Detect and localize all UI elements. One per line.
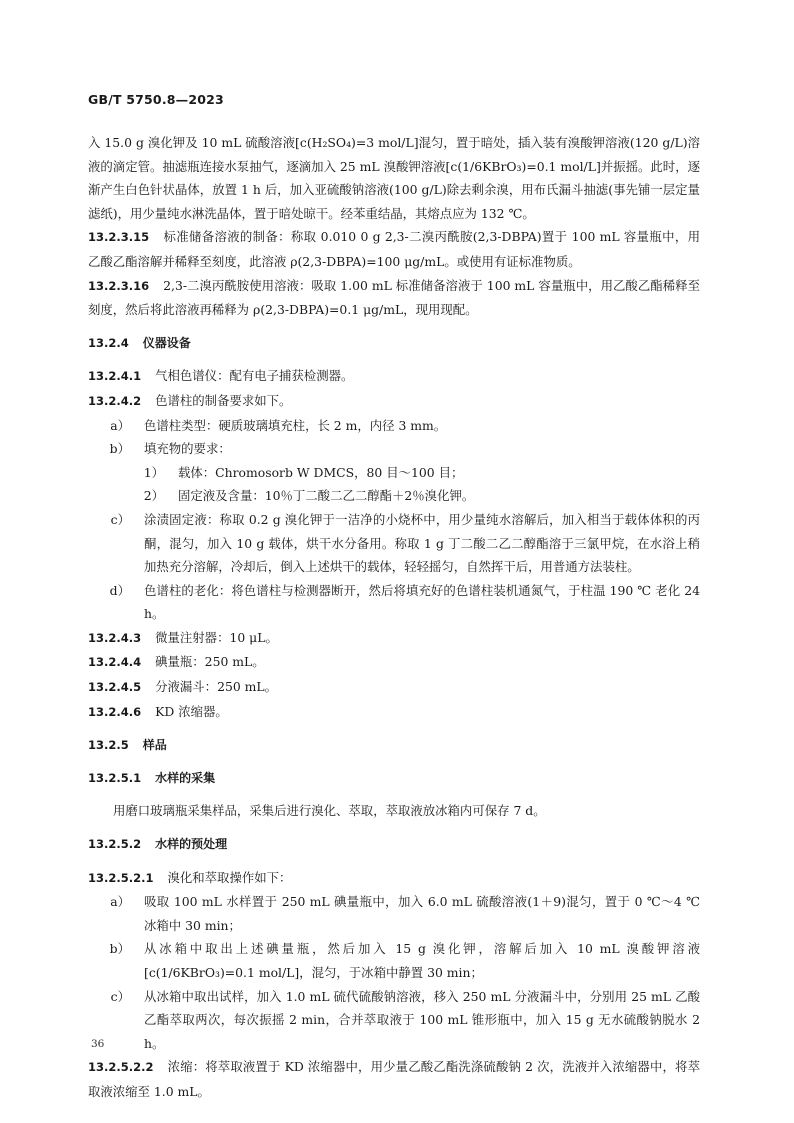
page-number: 36 <box>91 1038 105 1050</box>
list-label: a） <box>110 894 130 910</box>
section-title: 水样的采集 <box>155 770 216 785</box>
sampling-paragraph: 用磨口玻璃瓶采集样品，采集后进行溴化、萃取，萃取液放冰箱内可保存 7 d。 <box>113 803 546 819</box>
list-label: c） <box>110 511 130 527</box>
list-label: b） <box>109 941 130 957</box>
document-body <box>88 131 700 1104</box>
list-text: 吸取 100 mL 水样置于 250 mL 碘量瓶中，加入 6.0 mL 硫酸溶液(1＋9)混匀，置于 0 ℃～4 ℃ 冰箱中 30 min； <box>144 894 700 933</box>
list-item <box>88 414 700 438</box>
clause-text: 标准储备溶液的制备：称取 0.010 0 g 2,3-二溴丙酰胺(2,3-DBPA)置于 100 mL 容量瓶中，用乙酸乙酯溶解并稀释至刻度，此溶液 ρ(2,3-DBPA)=100 μg/mL。或使用有证标准物质。 <box>88 229 700 269</box>
clause-number: 13.2.4.2 <box>88 393 142 408</box>
subsection-heading-pretreatment <box>88 833 700 857</box>
list-text: 色谱柱的老化：将色谱柱与检测器断开，然后将填充好的色谱柱装机通氮气，于柱温 190 ℃ 老化 24 h。 <box>144 582 700 622</box>
list-label: c） <box>110 988 130 1004</box>
section-title: 样品 <box>142 738 167 753</box>
list-label: 1） <box>143 464 164 480</box>
clause-text: 微量注射器：10 μL。 <box>155 629 278 645</box>
sub-list-item <box>88 484 700 508</box>
clause-text: 2,3-二溴丙酰胺使用溶液：吸取 1.00 mL 标准储备溶液于 100 mL 容量瓶中，用乙酸乙酯稀释至刻度，然后将此溶液再稀释为 ρ(2,3-DBPA)=0.1 μg/mL，现用现配。 <box>88 277 700 318</box>
clause-13-2-4-4 <box>88 650 700 675</box>
section-title: 仪器设备 <box>142 335 191 350</box>
section-heading-samples <box>88 734 700 758</box>
clause-number: 13.2.4.4 <box>88 655 142 670</box>
clause-number: 13.2.4.6 <box>88 704 142 719</box>
section-number: 13.2.5 <box>88 738 129 753</box>
list-text: 色谱柱类型：硬质玻璃填充柱，长 2 m，内径 3 mm。 <box>144 417 447 433</box>
subsection-heading-sampling <box>88 767 700 791</box>
list-text: 载体：Chromosorb W DMCS，80 目～100 目； <box>178 464 464 480</box>
clause-text: 气相色谱仪：配有电子捕获检测器。 <box>155 368 354 384</box>
list-label: b） <box>109 441 130 457</box>
list-label: a） <box>110 417 130 433</box>
clause-13-2-4-3 <box>88 626 700 651</box>
section-number: 13.2.5.2 <box>88 837 142 852</box>
clause-13-2-5-2-2 <box>88 1055 700 1103</box>
clause-number: 13.2.4.5 <box>88 680 142 695</box>
list-label: 2） <box>143 488 164 504</box>
clause-13-2-3-16 <box>88 274 700 322</box>
clause-number: 13.2.5.2.1 <box>88 870 154 885</box>
clause-text: 溴化和萃取操作如下： <box>167 869 292 885</box>
section-heading-instruments <box>88 332 700 356</box>
section-title: 水样的预处理 <box>155 837 228 852</box>
sub-list-item <box>88 461 700 485</box>
list-label: d） <box>109 582 130 598</box>
clause-number: 13.2.3.16 <box>88 278 150 293</box>
clause-13-2-5-2-1 <box>88 866 700 891</box>
clause-13-2-4-5 <box>88 675 700 700</box>
list-item <box>88 937 700 984</box>
clause-text: 分液漏斗：250 mL。 <box>155 679 278 695</box>
clause-text: 浓缩：将萃取液置于 KD 浓缩器中，用少量乙酸乙酯洗涤硫酸钠 2 次，洗液并入浓缩器中，将萃取液浓缩至 1.0 mL。 <box>88 1059 700 1099</box>
list-item <box>88 579 700 626</box>
list-item <box>88 985 700 1056</box>
clause-number: 13.2.4.1 <box>88 369 142 384</box>
section-number: 13.2.5.1 <box>88 770 142 785</box>
list-item <box>88 890 700 937</box>
clause-number: 13.2.3.15 <box>88 230 150 245</box>
clause-13-2-4-2 <box>88 389 700 414</box>
clause-text: 色谱柱的制备要求如下。 <box>155 392 292 408</box>
list-text: 从冰箱中取出试样，加入 1.0 mL 硫代硫酸钠溶液，移入 250 mL 分液漏斗中，分别用 25 mL 乙酸乙酯萃取两次，每次振摇 2 min，合并萃取液于 100 mL 锥形瓶中，加入 15 g 无水硫酸钠脱水 2 h。 <box>144 988 700 1051</box>
clause-13-2-3-15 <box>88 225 700 273</box>
clause-text: 碘量瓶：250 mL。 <box>155 654 265 670</box>
list-text: 填充物的要求： <box>144 441 231 457</box>
list-text: 涂渍固定液：称取 0.2 g 溴化钾于一洁净的小烧杯中，用少量纯水溶解后，加入相当于载体体积的丙酮，混匀，加入 10 g 载体，烘干水分备用。称取 1 g 丁二酸二乙二醇酯溶于三氯甲烷，在水浴上稍加热充分溶解，冷却后，倒入上述烘干的载体，轻轻摇匀，自然挥干后，用普通方法装柱。 <box>144 511 700 575</box>
clause-13-2-4-1 <box>88 364 700 389</box>
list-text: 从冰箱中取出上述碘量瓶，然后加入 15 g 溴化钾，溶解后加入 10 mL 溴酸钾溶液[c(1/6KBrO₃)=0.1 mol/L]，混匀，于冰箱中静置 30 min； <box>144 941 700 980</box>
clause-13-2-4-6 <box>88 700 700 725</box>
list-item <box>88 437 700 461</box>
section-number: 13.2.4 <box>88 335 129 350</box>
clause-text: KD 浓缩器。 <box>155 703 228 719</box>
clause-number: 13.2.4.3 <box>88 630 142 645</box>
clause-number: 13.2.5.2.2 <box>88 1060 154 1075</box>
paragraph-continuation: 入 15.0 g 溴化钾及 10 mL 硫酸溶液[c(H₂SO₄)=3 mol/L]混匀，置于暗处，插入装有溴酸钾溶液(120 g/L)溶液的滴定管。抽滤瓶连接水泵抽气，逐滴加入 25 mL 溴酸钾溶液[c(1/6KBrO₃)=0.1 mol/L]并振摇。此时，逐渐产生白色针状晶体，放置 1 h 后，加入亚硫酸钠溶液(100 g/L)除去剩余溴，用布氏漏斗抽滤(事先铺一层定量滤纸)，用少量纯水淋洗晶体，置于暗处晾干。经苯重结晶，其熔点应为 132 ℃。 <box>88 135 700 221</box>
list-text: 固定液及含量：10％丁二酸二乙二醇酯＋2％溴化钾。 <box>178 488 475 504</box>
standard-code: GB/T 5750.8—2023 <box>88 92 224 107</box>
list-item <box>88 508 700 579</box>
